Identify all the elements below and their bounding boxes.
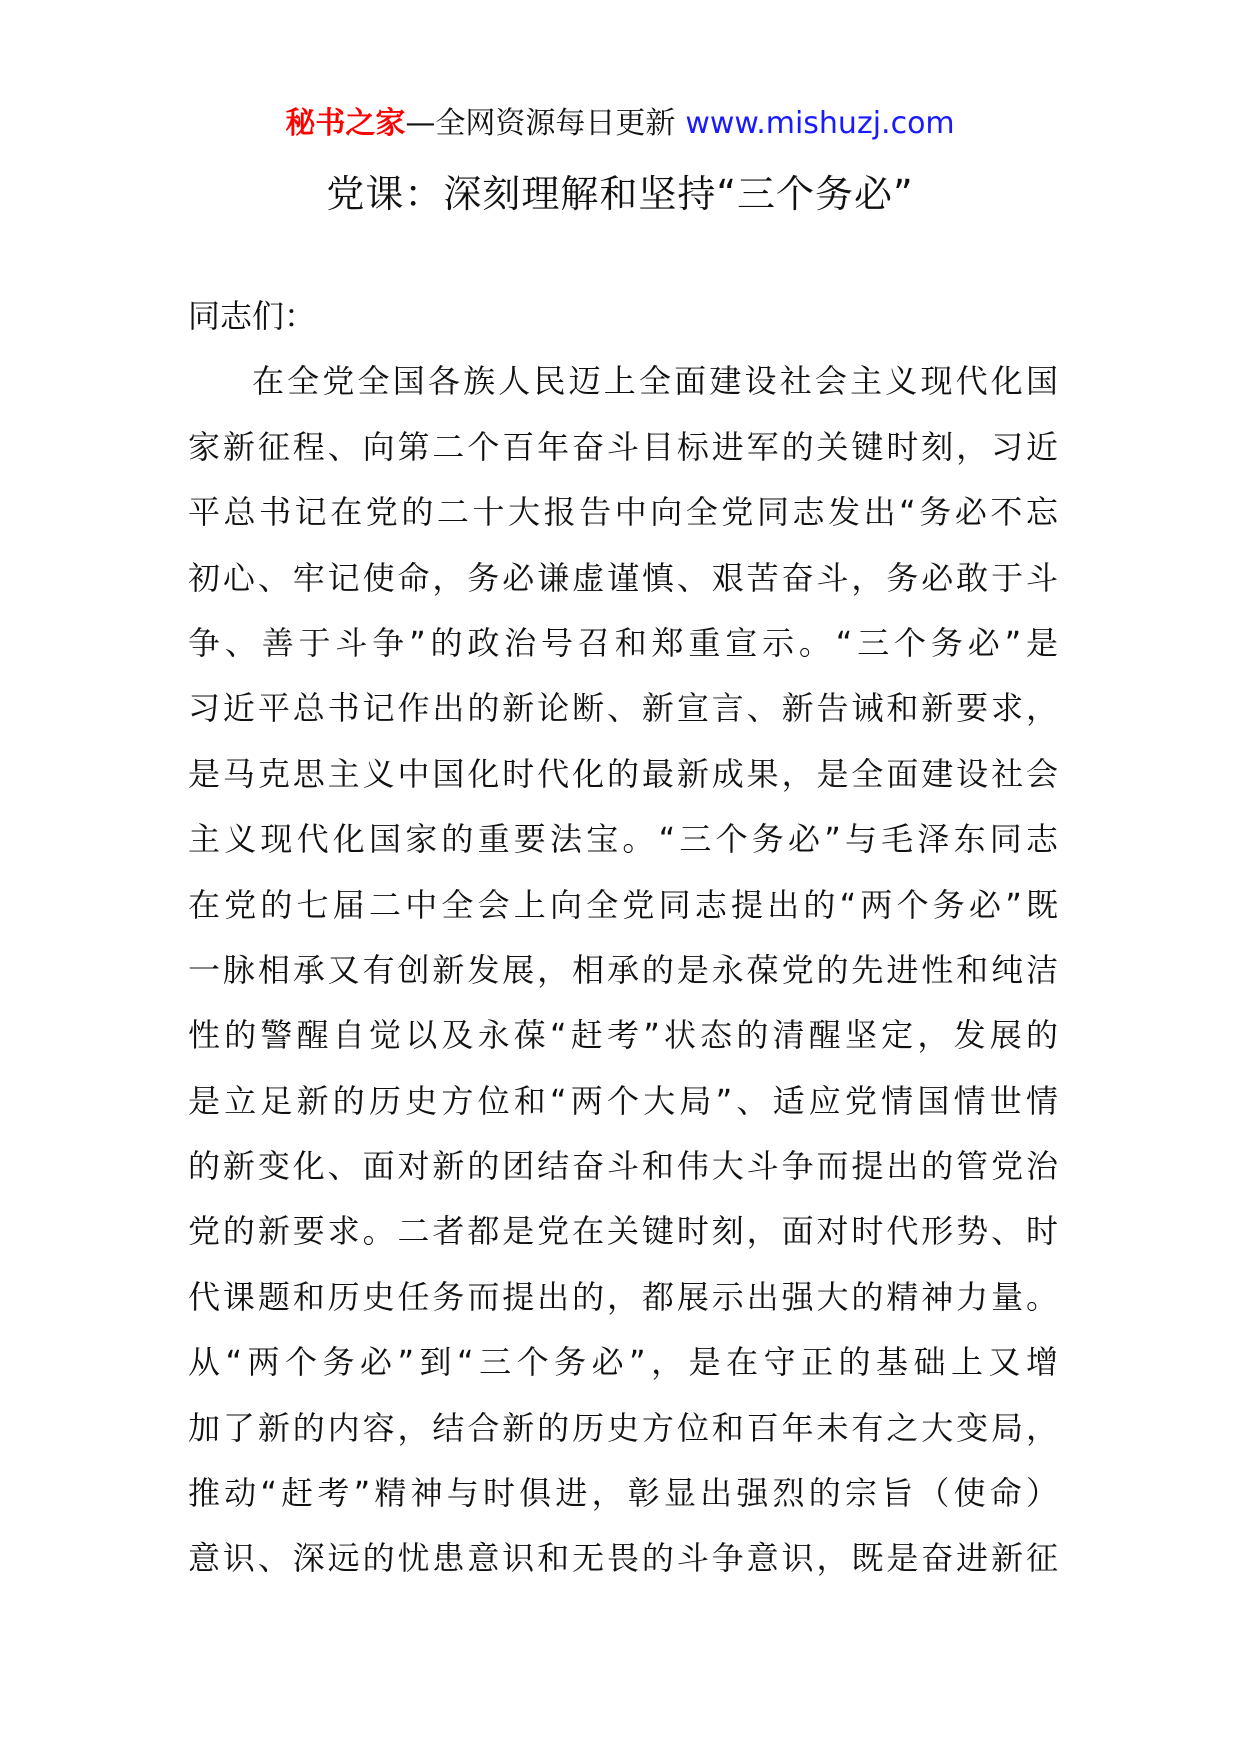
paragraph-line: 党的新要求。二者都是党在关键时刻，面对时代形势、时 — [188, 1212, 1058, 1251]
site-brand: 秘书之家 — [285, 106, 406, 141]
paragraph-line: 是立足新的历史方位和“两个大局”、适应党情国情世情 — [188, 1081, 1058, 1120]
site-slogan: 全网资源每日更新 — [435, 106, 676, 141]
paragraph-line: 推动“赶考”精神与时俱进，彰显出强烈的宗旨（使命） — [188, 1474, 1058, 1513]
paragraph-line: 一脉相承又有创新发展，相承的是永葆党的先进性和纯洁 — [188, 950, 1058, 989]
paragraph-line: 代课题和历史任务而提出的，都展示出强大的精神力量。 — [188, 1277, 1058, 1316]
site-url-link[interactable]: www.mishuzj.com — [685, 106, 955, 141]
paragraph-line: 家新征程、向第二个百年奋斗目标进军的关键时刻，习近 — [188, 427, 1058, 466]
paragraph-line: 习近平总书记作出的新论断、新宣言、新告诫和新要求， — [188, 689, 1058, 728]
paragraph-line: 争、善于斗争”的政治号召和郑重宣示。“三个务必”是 — [188, 623, 1058, 662]
paragraph-line: 平总书记在党的二十大报告中向全党同志发出“务必不忘 — [188, 493, 1058, 532]
salutation: 同志们： — [188, 297, 317, 335]
document-body — [188, 294, 1058, 1602]
site-header — [0, 102, 1240, 146]
paragraph-line: 意识、深远的忧患意识和无畏的斗争意识，既是奋进新征 — [188, 1539, 1058, 1578]
paragraph-line: 的新变化、面对新的团结奋斗和伟大斗争而提出的管党治 — [188, 1147, 1058, 1186]
paragraph-line: 主义现代化国家的重要法宝。“三个务必”与毛泽东同志 — [188, 820, 1058, 859]
header-dash: — — [405, 106, 436, 141]
document-title: 党课：深刻理解和坚持“三个务必” — [326, 172, 914, 216]
paragraph-line: 性的警醒自觉以及永葆“赶考”状态的清醒坚定，发展的 — [188, 1016, 1058, 1055]
paragraph-line: 初心、牢记使命，务必谦虚谨慎、艰苦奋斗，务必敢于斗 — [188, 558, 1058, 597]
paragraph-line: 在全党全国各族人民迈上全面建设社会主义现代化国 — [252, 362, 1058, 401]
paragraph-line: 加了新的内容，结合新的历史方位和百年未有之大变局， — [188, 1408, 1058, 1447]
paragraph-line: 在党的七届二中全会上向全党同志提出的“两个务必”既 — [188, 885, 1058, 924]
paragraph-line: 是马克思主义中国化时代化的最新成果，是全面建设社会 — [188, 754, 1058, 793]
paragraph-line: 从“两个务必”到“三个务必”，是在守正的基础上又增 — [188, 1343, 1058, 1382]
